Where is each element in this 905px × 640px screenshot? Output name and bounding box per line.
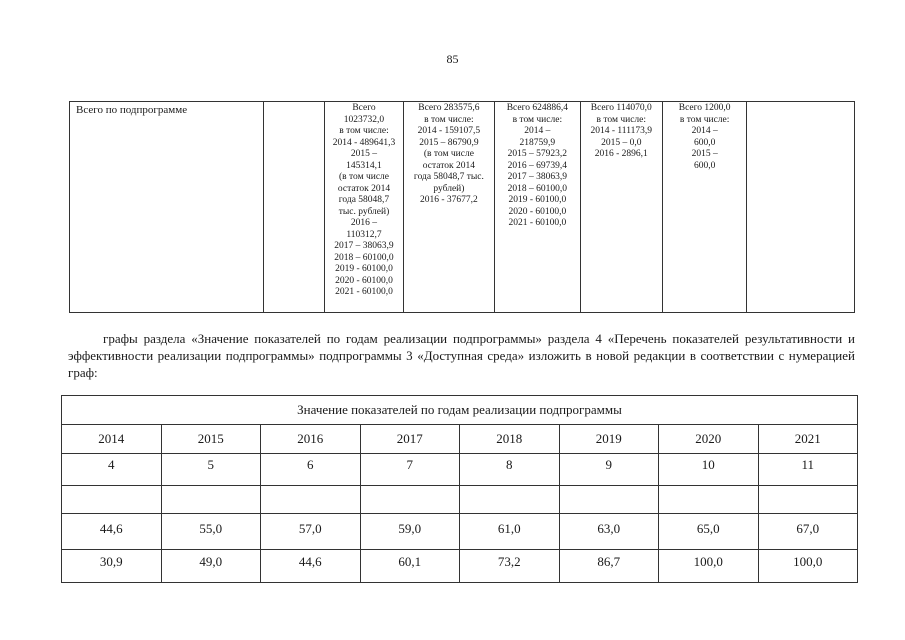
funding-line: в том числе: bbox=[424, 114, 474, 125]
year-cell: 2018 bbox=[460, 425, 560, 454]
value-cell: 100,0 bbox=[659, 550, 759, 583]
amendment-paragraph: графы раздела «Значение показателей по годам реализации подпрограммы» раздела 4 «Перечень показателей результативности и эффективности реализации подпрограммы» подпрограммы 3 «Доступная среда» изложить в новой редакции в соответствии с нумерацией граф: bbox=[68, 331, 855, 380]
funding-line: в том числе: bbox=[596, 114, 647, 125]
funding-line: в том числе: bbox=[339, 126, 389, 136]
year-cell: 2020 bbox=[659, 425, 759, 454]
funding-line: 145314,1 bbox=[346, 160, 382, 171]
funding-line: 2015 – bbox=[350, 149, 378, 159]
value-cell: 30,9 bbox=[62, 550, 162, 583]
funding-cell-source-3 bbox=[580, 102, 662, 313]
funding-line: (в том числе bbox=[423, 149, 474, 159]
column-number-cell: 10 bbox=[659, 454, 759, 486]
funding-line: 2021 - 60100,0 bbox=[508, 218, 567, 228]
funding-line: 2016 - 37677,2 bbox=[420, 195, 478, 205]
funding-line: в том числе: bbox=[679, 114, 730, 125]
subprogram-total-label: Всего по подпрограмме bbox=[70, 102, 264, 313]
funding-line: рублей) bbox=[433, 183, 465, 194]
value-cell: 65,0 bbox=[659, 514, 759, 550]
funding-line: тыс. рублей) bbox=[338, 206, 390, 217]
funding-line: 2014 - 489641,3 bbox=[332, 137, 396, 148]
indicators-table-title: Значение показателей по годам реализации подпрограммы bbox=[62, 396, 858, 425]
value-cell: 86,7 bbox=[559, 550, 659, 583]
funding-line: 2018 – 60100,0 bbox=[507, 183, 568, 194]
funding-line: остаток 2014 bbox=[422, 160, 475, 171]
funding-line: 2014 - 159107,5 bbox=[417, 126, 481, 136]
value-cell bbox=[659, 486, 759, 514]
value-cell: 60,1 bbox=[360, 550, 460, 583]
value-cell: 63,0 bbox=[559, 514, 659, 550]
page-number: 85 bbox=[446, 52, 459, 66]
funding-line: 2015 – 86790,9 bbox=[419, 137, 479, 148]
value-cell bbox=[161, 486, 261, 514]
value-cell bbox=[360, 486, 460, 514]
funding-line: 2018 – 60100,0 bbox=[334, 252, 394, 263]
value-cell: 44,6 bbox=[261, 550, 361, 583]
column-numbers-row bbox=[62, 454, 858, 486]
year-cell: 2016 bbox=[261, 425, 361, 454]
funding-line: 2014 – bbox=[691, 126, 718, 136]
funding-line: года 58048,7 тыс. bbox=[413, 172, 484, 182]
value-cell: 73,2 bbox=[460, 550, 560, 583]
years-row bbox=[62, 425, 858, 454]
funding-line: Всего 114070,0 bbox=[590, 103, 652, 113]
column-number-cell: 5 bbox=[161, 454, 261, 486]
funding-line: года 58048,7 bbox=[338, 195, 390, 205]
funding-line: 218759,9 bbox=[519, 137, 556, 148]
value-cell: 61,0 bbox=[460, 514, 560, 550]
funding-line: 2016 - 2896,1 bbox=[594, 149, 648, 159]
funding-line: Всего 624886,4 bbox=[506, 103, 568, 113]
column-number-cell: 11 bbox=[758, 454, 858, 486]
value-cell: 57,0 bbox=[261, 514, 361, 550]
funding-line: 2016 – 69739,4 bbox=[507, 160, 568, 171]
column-number-cell: 7 bbox=[360, 454, 460, 486]
year-cell: 2019 bbox=[559, 425, 659, 454]
funding-line: 2014 - 111173,9 bbox=[590, 126, 652, 136]
value-cell: 55,0 bbox=[161, 514, 261, 550]
funding-line: 2016 – bbox=[350, 218, 378, 228]
year-cell: 2014 bbox=[62, 425, 162, 454]
funding-line: 2015 – 57923,2 bbox=[507, 149, 568, 159]
funding-line: Всего 1200,0 bbox=[678, 103, 731, 113]
funding-line: 2015 – bbox=[691, 149, 718, 159]
column-number-cell: 4 bbox=[62, 454, 162, 486]
funding-line: Всего 283575,6 bbox=[418, 103, 480, 113]
funding-line: 1023732,0 bbox=[343, 114, 385, 125]
year-cell: 2017 bbox=[360, 425, 460, 454]
value-cell: 49,0 bbox=[161, 550, 261, 583]
indicators-table bbox=[61, 395, 858, 583]
table-row bbox=[62, 486, 858, 514]
column-number-cell: 9 bbox=[559, 454, 659, 486]
funding-line: 2017 – 38063,9 bbox=[334, 241, 394, 251]
table-row bbox=[62, 514, 858, 550]
empty-cell bbox=[747, 102, 855, 313]
funding-line: 600,0 bbox=[693, 137, 716, 148]
funding-line: Всего bbox=[352, 103, 376, 113]
value-cell bbox=[261, 486, 361, 514]
table-row bbox=[62, 550, 858, 583]
value-cell: 44,6 bbox=[62, 514, 162, 550]
funding-line: 2014 – bbox=[524, 126, 551, 136]
funding-line: 110312,7 bbox=[346, 229, 382, 240]
funding-line: остаток 2014 bbox=[337, 183, 391, 194]
value-cell bbox=[62, 486, 162, 514]
column-number-cell: 6 bbox=[261, 454, 361, 486]
funding-line: в том числе: bbox=[512, 114, 563, 125]
funding-line: (в том числе bbox=[338, 172, 389, 182]
funding-cell-source-1 bbox=[403, 102, 494, 313]
value-cell bbox=[559, 486, 659, 514]
funding-cell-source-4 bbox=[662, 102, 746, 313]
value-cell bbox=[758, 486, 858, 514]
value-cell: 67,0 bbox=[758, 514, 858, 550]
funding-line: 2020 - 60100,0 bbox=[508, 206, 567, 217]
funding-line: 600,0 bbox=[693, 160, 716, 171]
funding-line: 2019 - 60100,0 bbox=[508, 195, 567, 205]
funding-line: 2021 - 60100,0 bbox=[335, 287, 393, 297]
funding-cell-total bbox=[325, 102, 403, 313]
year-cell: 2015 bbox=[161, 425, 261, 454]
column-number-cell: 8 bbox=[460, 454, 560, 486]
funding-line: 2019 - 60100,0 bbox=[335, 264, 393, 274]
value-cell: 100,0 bbox=[758, 550, 858, 583]
subprogram-funding-table bbox=[69, 101, 855, 313]
year-cell: 2021 bbox=[758, 425, 858, 454]
funding-line: 2020 - 60100,0 bbox=[335, 275, 393, 286]
funding-line: 2017 – 38063,9 bbox=[507, 172, 568, 182]
value-cell: 59,0 bbox=[360, 514, 460, 550]
value-cell bbox=[460, 486, 560, 514]
funding-line: 2015 – 0,0 bbox=[601, 137, 642, 148]
empty-cell bbox=[263, 102, 324, 313]
funding-cell-source-2 bbox=[495, 102, 580, 313]
